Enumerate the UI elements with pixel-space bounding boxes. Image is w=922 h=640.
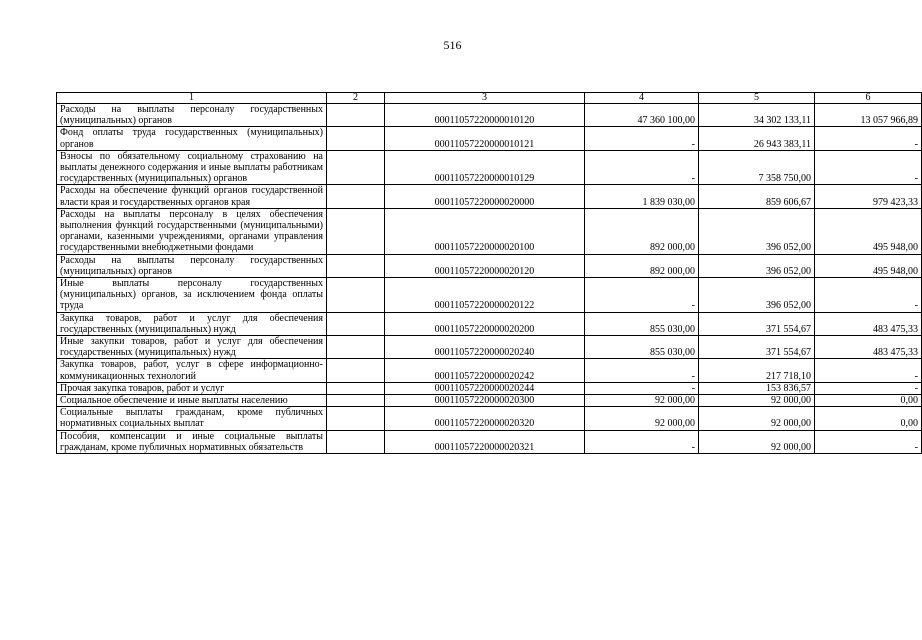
row-col6: 483 475,33 bbox=[815, 336, 922, 359]
row-name: Социальные выплаты гражданам, кроме публичных нормативных социальных выплат bbox=[57, 407, 327, 430]
table-row bbox=[57, 208, 922, 254]
row-col5: 859 606,67 bbox=[699, 185, 815, 208]
row-col6: - bbox=[815, 382, 922, 394]
row-col6: - bbox=[815, 430, 922, 453]
table-row bbox=[57, 430, 922, 453]
row-col2 bbox=[327, 127, 385, 150]
row-col6: 495 948,00 bbox=[815, 254, 922, 277]
row-col5: 217 718,10 bbox=[699, 359, 815, 382]
row-code: 00011057220000020320 bbox=[385, 407, 585, 430]
row-name: Фонд оплаты труда государственных (муниципальных) органов bbox=[57, 127, 327, 150]
page-number: 516 bbox=[443, 38, 462, 52]
row-col6: 495 948,00 bbox=[815, 208, 922, 254]
table-row bbox=[57, 407, 922, 430]
table-header-row bbox=[57, 93, 922, 104]
row-col5: 153 836,57 bbox=[699, 382, 815, 394]
row-code: 00011057220000020120 bbox=[385, 254, 585, 277]
row-col6: - bbox=[815, 150, 922, 185]
row-col2 bbox=[327, 395, 385, 407]
row-col2 bbox=[327, 185, 385, 208]
column-header: 3 bbox=[385, 93, 585, 104]
row-col2 bbox=[327, 312, 385, 335]
row-col4: 855 030,00 bbox=[585, 336, 699, 359]
row-col5: 34 302 133,11 bbox=[699, 104, 815, 127]
row-code: 00011057220000020000 bbox=[385, 185, 585, 208]
row-col4: - bbox=[585, 150, 699, 185]
table-row bbox=[57, 104, 922, 127]
row-name: Закупка товаров, работ, услуг в сфере информационно-коммуникационных технологий bbox=[57, 359, 327, 382]
row-col6: - bbox=[815, 127, 922, 150]
row-col4: 47 360 100,00 bbox=[585, 104, 699, 127]
row-code: 00011057220000020300 bbox=[385, 395, 585, 407]
row-code: 00011057220000020244 bbox=[385, 382, 585, 394]
table-row bbox=[57, 359, 922, 382]
row-col4: 1 839 030,00 bbox=[585, 185, 699, 208]
row-col5: 92 000,00 bbox=[699, 395, 815, 407]
row-name: Взносы по обязательному социальному страхованию на выплаты денежного содержания и иные выплаты работникам государственных (муниципальных) органов bbox=[57, 150, 327, 185]
table-row bbox=[57, 312, 922, 335]
row-name: Расходы на выплаты персоналу государственных (муниципальных) органов bbox=[57, 104, 327, 127]
column-header: 5 bbox=[699, 93, 815, 104]
row-col6: 13 057 966,89 bbox=[815, 104, 922, 127]
column-header: 1 bbox=[57, 93, 327, 104]
row-col2 bbox=[327, 208, 385, 254]
row-name: Расходы на выплаты персоналу государственных (муниципальных) органов bbox=[57, 254, 327, 277]
row-name: Расходы на выплаты персоналу в целях обеспечения выполнения функций государственными (муниципальными) органами, казенными учреждениями, органами управления государственными внебюджетными фондами bbox=[57, 208, 327, 254]
row-col5: 26 943 383,11 bbox=[699, 127, 815, 150]
row-col2 bbox=[327, 407, 385, 430]
row-col4: - bbox=[585, 127, 699, 150]
column-header: 6 bbox=[815, 93, 922, 104]
row-code: 00011057220000020122 bbox=[385, 278, 585, 313]
row-col5: 92 000,00 bbox=[699, 407, 815, 430]
row-col6: - bbox=[815, 359, 922, 382]
row-col6: 0,00 bbox=[815, 395, 922, 407]
row-code: 00011057220000020321 bbox=[385, 430, 585, 453]
row-col2 bbox=[327, 104, 385, 127]
row-col4: 92 000,00 bbox=[585, 395, 699, 407]
row-col6: - bbox=[815, 278, 922, 313]
table-row bbox=[57, 150, 922, 185]
row-col2 bbox=[327, 382, 385, 394]
row-col4: 855 030,00 bbox=[585, 312, 699, 335]
row-col5: 371 554,67 bbox=[699, 312, 815, 335]
row-col6: 483 475,33 bbox=[815, 312, 922, 335]
row-col4: - bbox=[585, 430, 699, 453]
budget-table bbox=[56, 92, 922, 454]
table-row bbox=[57, 254, 922, 277]
row-name: Иные выплаты персоналу государственных (муниципальных) органов, за исключением фонда оплаты труда bbox=[57, 278, 327, 313]
row-col6: 0,00 bbox=[815, 407, 922, 430]
row-col2 bbox=[327, 359, 385, 382]
row-code: 00011057220000020200 bbox=[385, 312, 585, 335]
row-code: 00011057220000020100 bbox=[385, 208, 585, 254]
row-col2 bbox=[327, 278, 385, 313]
row-name: Социальное обеспечение и иные выплаты населению bbox=[57, 395, 327, 407]
row-name: Пособия, компенсации и иные социальные выплаты гражданам, кроме публичных нормативных обязательств bbox=[57, 430, 327, 453]
row-col5: 396 052,00 bbox=[699, 208, 815, 254]
row-col2 bbox=[327, 336, 385, 359]
row-col5: 7 358 750,00 bbox=[699, 150, 815, 185]
row-col2 bbox=[327, 254, 385, 277]
row-col5: 371 554,67 bbox=[699, 336, 815, 359]
row-code: 00011057220000010129 bbox=[385, 150, 585, 185]
table-row bbox=[57, 278, 922, 313]
row-col4: - bbox=[585, 359, 699, 382]
row-col5: 396 052,00 bbox=[699, 254, 815, 277]
row-col4: 92 000,00 bbox=[585, 407, 699, 430]
table-row bbox=[57, 336, 922, 359]
table-row bbox=[57, 395, 922, 407]
row-code: 00011057220000010121 bbox=[385, 127, 585, 150]
table-row bbox=[57, 382, 922, 394]
row-col2 bbox=[327, 430, 385, 453]
row-col4: - bbox=[585, 382, 699, 394]
row-name: Прочая закупка товаров, работ и услуг bbox=[57, 382, 327, 394]
row-col2 bbox=[327, 150, 385, 185]
column-header: 2 bbox=[327, 93, 385, 104]
row-col5: 396 052,00 bbox=[699, 278, 815, 313]
row-col4: - bbox=[585, 278, 699, 313]
row-name: Расходы на обеспечение функций органов государственной власти края и государственных органов края bbox=[57, 185, 327, 208]
row-name: Закупка товаров, работ и услуг для обеспечения государственных (муниципальных) нужд bbox=[57, 312, 327, 335]
row-code: 00011057220000020240 bbox=[385, 336, 585, 359]
row-col4: 892 000,00 bbox=[585, 208, 699, 254]
column-header: 4 bbox=[585, 93, 699, 104]
row-col5: 92 000,00 bbox=[699, 430, 815, 453]
row-code: 00011057220000020242 bbox=[385, 359, 585, 382]
row-name: Иные закупки товаров, работ и услуг для обеспечения государственных (муниципальных) нужд bbox=[57, 336, 327, 359]
row-col6: 979 423,33 bbox=[815, 185, 922, 208]
row-col4: 892 000,00 bbox=[585, 254, 699, 277]
table-row bbox=[57, 127, 922, 150]
row-code: 00011057220000010120 bbox=[385, 104, 585, 127]
table-row bbox=[57, 185, 922, 208]
